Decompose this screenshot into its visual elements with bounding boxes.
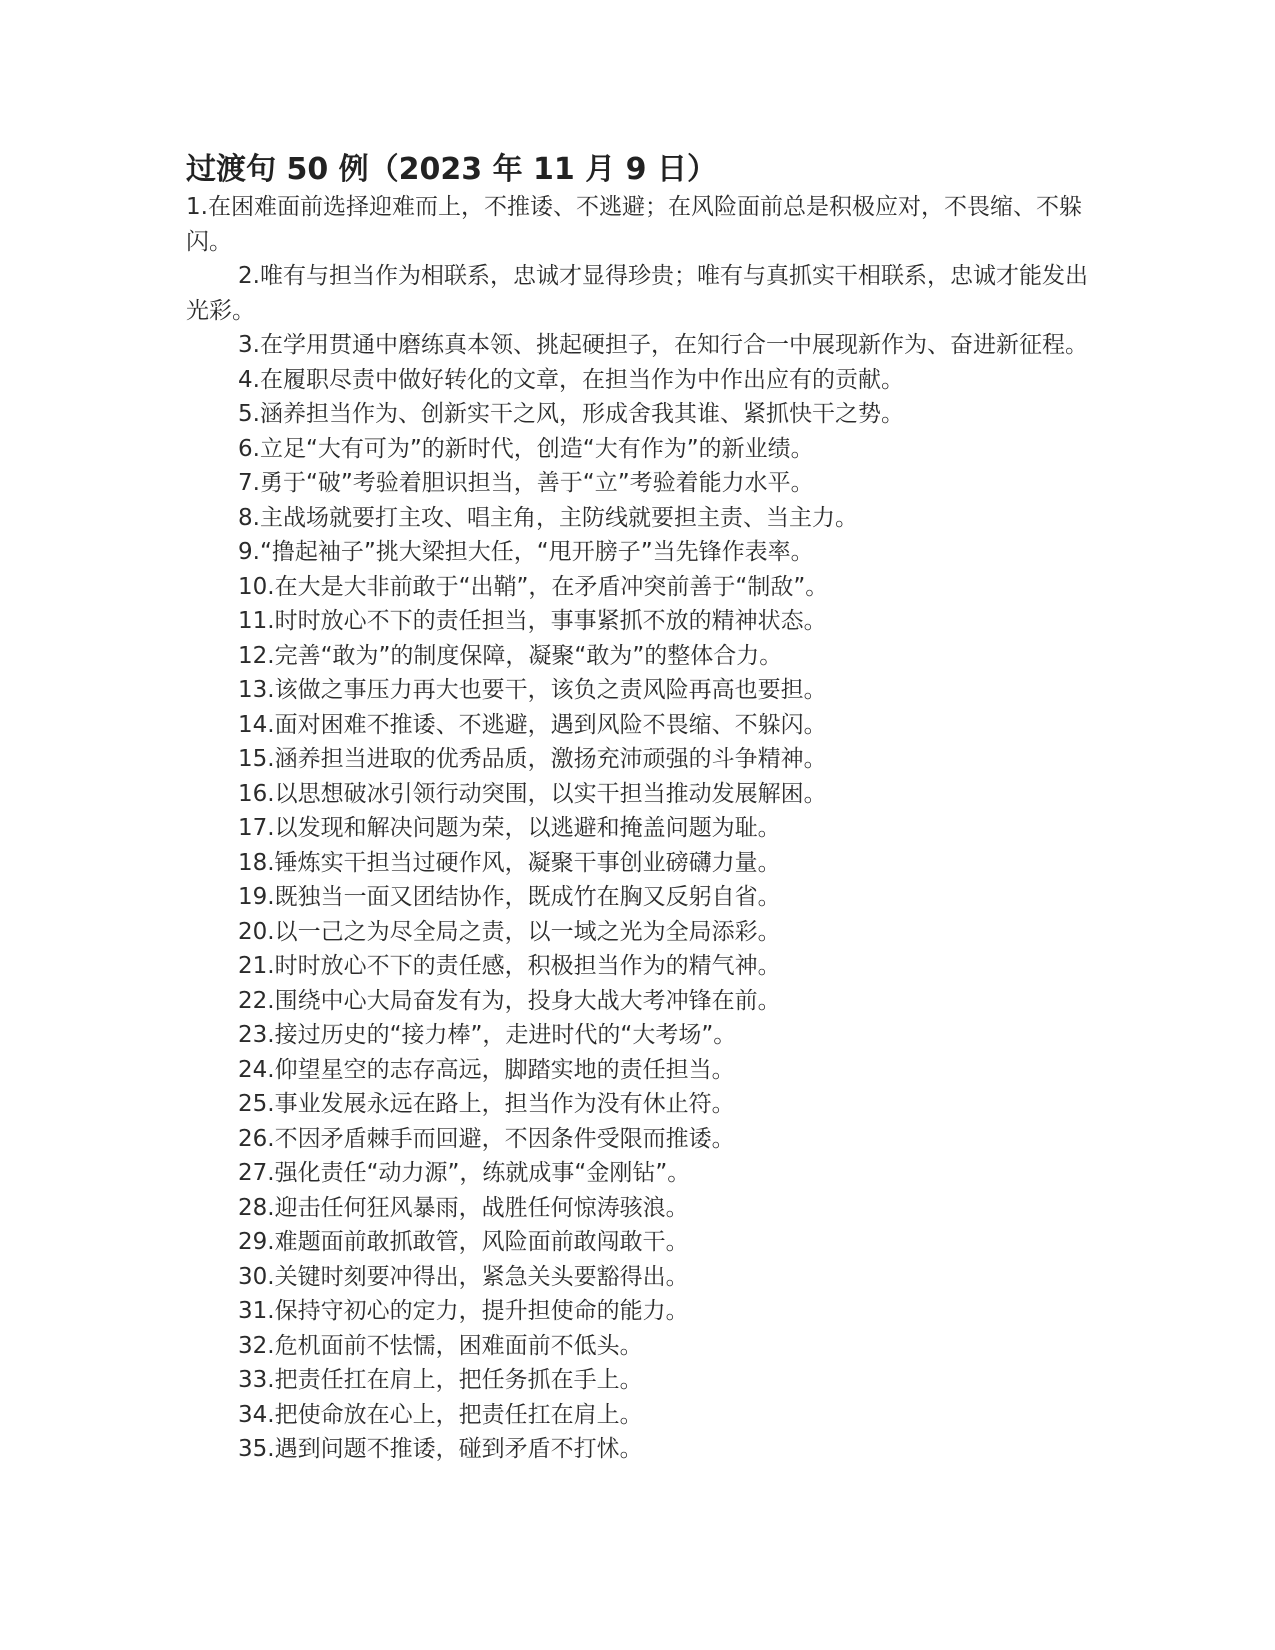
list-item: 32.危机面前不怯懦，困难面前不低头。 xyxy=(238,1332,643,1359)
list-item: 28.迎击任何狂风暴雨，战胜任何惊涛骇浪。 xyxy=(238,1194,689,1221)
list-item: 26.不因矛盾棘手而回避，不因条件受限而推诿。 xyxy=(238,1125,735,1152)
list-item: 20.以一己之为尽全局之责，以一域之光为全局添彩。 xyxy=(238,918,781,945)
list-item: 4.在履职尽责中做好转化的文章，在担当作为中作出应有的贡献。 xyxy=(238,366,904,393)
list-item: 29.难题面前敢抓敢管，风险面前敢闯敢干。 xyxy=(238,1229,689,1255)
document-page xyxy=(186,150,1090,1467)
list-item: 6.立足“大有可为”的新时代，创造“大有作为”的新业绩。 xyxy=(238,435,814,462)
list-item: 2.唯有与担当作为相联系，忠诚才显得珍贵；唯有与真抓实干相联系，忠诚才能发出光彩。 xyxy=(186,263,1088,324)
list-item: 25.事业发展永远在路上，担当作为没有休止符。 xyxy=(238,1091,735,1117)
list-item: 23.接过历史的“接力棒”，走进时代的“大考场”。 xyxy=(238,1022,737,1048)
list-item: 34.把使命放在心上，把责任扛在肩上。 xyxy=(238,1401,643,1428)
list-item: 15.涵养担当进取的优秀品质，激扬充沛顽强的斗争精神。 xyxy=(238,746,827,772)
list-item: 7.勇于“破”考验着胆识担当，善于“立”考验着能力水平。 xyxy=(238,470,814,496)
sentence-list xyxy=(186,190,1090,1467)
document-title: 过渡句 50 例（2023 年 11 月 9 日） xyxy=(186,152,717,187)
list-item: 11.时时放心不下的责任担当，事事紧抓不放的精神状态。 xyxy=(238,608,827,634)
list-item: 8.主战场就要打主攻、唱主角，主防线就要担主责、当主力。 xyxy=(238,504,858,531)
list-item: 16.以思想破冰引领行动突围，以实干担当推动发展解困。 xyxy=(238,780,827,807)
list-item: 3.在学用贯通中磨练真本领、挑起硬担子，在知行合一中展现新作为、奋进新征程。 xyxy=(238,332,1088,358)
list-item: 19.既独当一面又团结协作，既成竹在胸又反躬自省。 xyxy=(238,884,781,910)
list-item: 30.关键时刻要冲得出，紧急关头要豁得出。 xyxy=(238,1263,689,1290)
list-item: 27.强化责任“动力源”，练就成事“金刚钻”。 xyxy=(238,1160,691,1186)
list-item: 17.以发现和解决问题为荣，以逃避和掩盖问题为耻。 xyxy=(238,815,781,841)
list-item: 24.仰望星空的志存高远，脚踏实地的责任担当。 xyxy=(238,1056,735,1083)
list-item: 1.在困难面前选择迎难而上，不推诿、不逃避；在风险面前总是积极应对，不畏缩、不躲闪。 xyxy=(186,194,1082,255)
list-item: 10.在大是大非前敢于“出鞘”，在矛盾冲突前善于“制敌”。 xyxy=(238,573,829,600)
list-item: 35.遇到问题不推诿，碰到矛盾不打怵。 xyxy=(238,1436,643,1462)
list-item: 21.时时放心不下的责任感，积极担当作为的精气神。 xyxy=(238,953,781,979)
list-item: 33.把责任扛在肩上，把任务抓在手上。 xyxy=(238,1367,643,1393)
list-item: 18.锤炼实干担当过硬作风，凝聚干事创业磅礴力量。 xyxy=(238,849,781,876)
list-item: 13.该做之事压力再大也要干，该负之责风险再高也要担。 xyxy=(238,677,827,703)
list-item: 12.完善“敢为”的制度保障，凝聚“敢为”的整体合力。 xyxy=(238,642,783,669)
list-item: 14.面对困难不推诿、不逃避，遇到风险不畏缩、不躲闪。 xyxy=(238,711,827,738)
list-item: 22.围绕中心大局奋发有为，投身大战大考冲锋在前。 xyxy=(238,987,781,1014)
list-item: 5.涵养担当作为、创新实干之风，形成舍我其谁、紧抓快干之势。 xyxy=(238,401,904,427)
list-item: 9.“撸起袖子”挑大梁担大任，“甩开膀子”当先锋作表率。 xyxy=(238,539,814,565)
list-item: 31.保持守初心的定力，提升担使命的能力。 xyxy=(238,1298,689,1324)
